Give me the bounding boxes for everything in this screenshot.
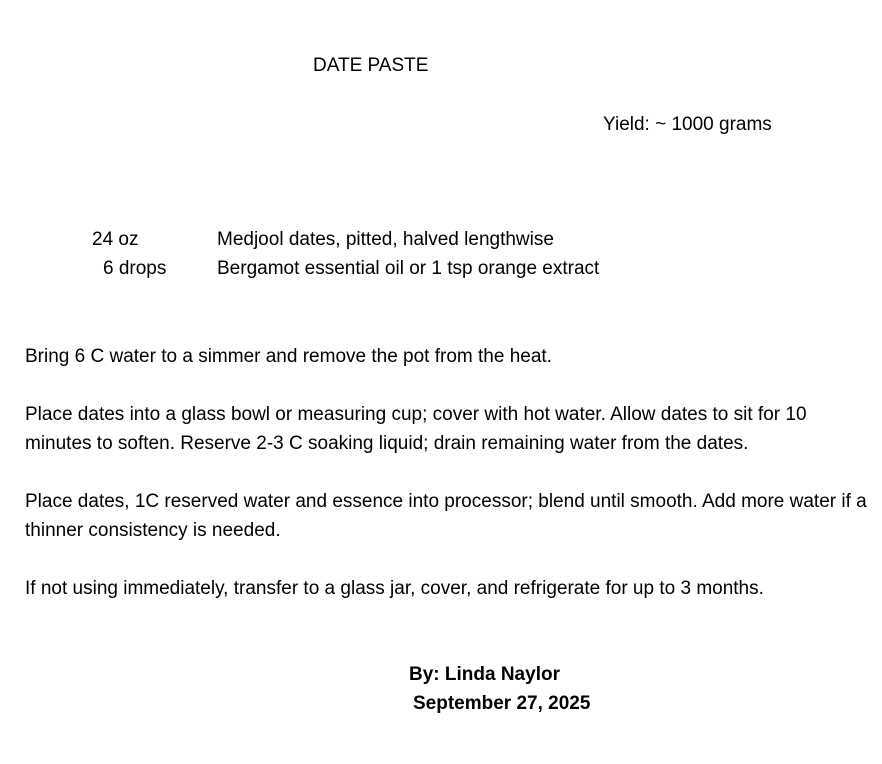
ingredient-quantity: 24 oz [92, 229, 139, 250]
instruction-step: Place dates, 1C reserved water and essence into processor; blend until smooth. Add more water if a thinner consistency is needed. [25, 491, 867, 541]
instruction-step: Bring 6 C water to a simmer and remove the pot from the heat. [25, 346, 552, 367]
ingredient-row [0, 229, 882, 257]
author-byline: By: Linda Naylor [409, 664, 560, 685]
ingredient-quantity: 6 drops [103, 258, 167, 279]
recipe-date: September 27, 2025 [413, 693, 591, 714]
ingredient-row [0, 258, 882, 286]
recipe-yield: Yield: ~ 1000 grams [603, 114, 772, 135]
instruction-step: If not using immediately, transfer to a glass jar, cover, and refrigerate for up to 3 months. [25, 578, 764, 599]
ingredient-name: Bergamot essential oil or 1 tsp orange extract [217, 258, 600, 279]
instruction-step: Place dates into a glass bowl or measuring cup; cover with hot water. Allow dates to sit for 10 minutes to soften. Reserve 2-3 C soaking liquid; drain remaining water from the dates. [25, 404, 807, 454]
ingredient-name: Medjool dates, pitted, halved lengthwise [217, 229, 554, 250]
recipe-title: DATE PASTE [313, 55, 429, 76]
